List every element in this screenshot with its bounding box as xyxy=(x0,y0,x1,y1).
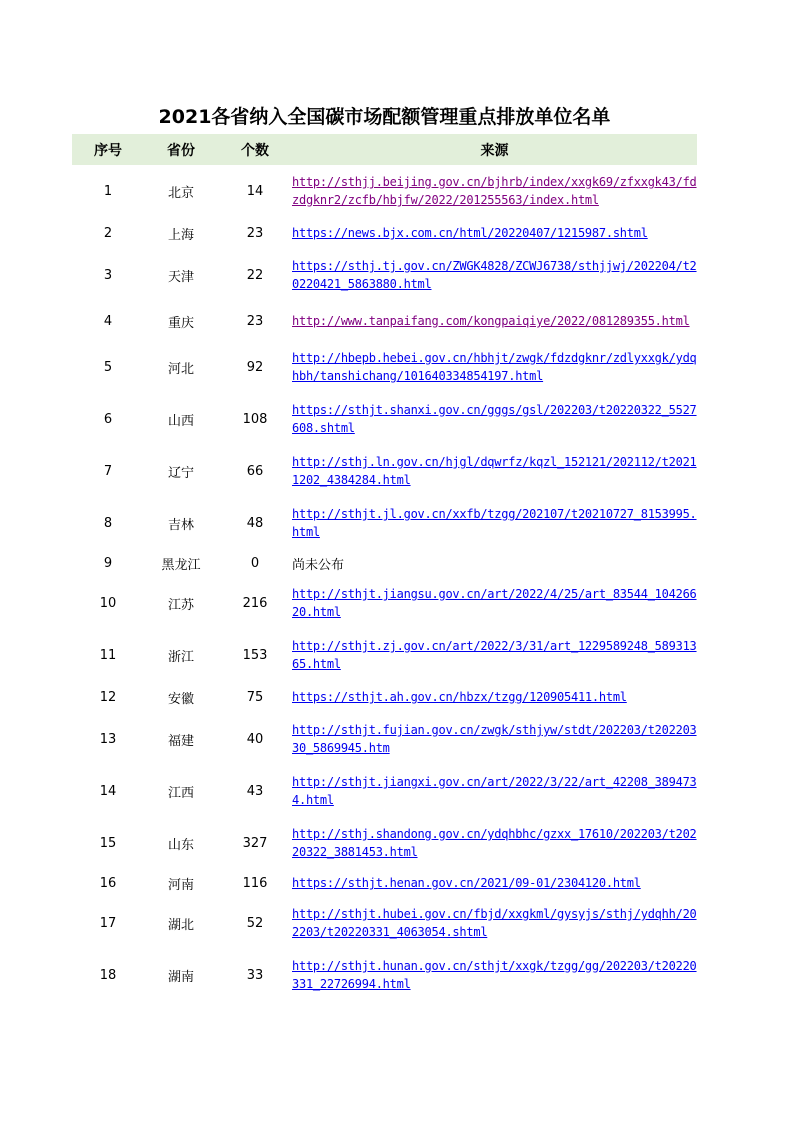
row-source-cell xyxy=(292,165,697,217)
row-index: 18 xyxy=(99,967,117,983)
row-province: 上海 xyxy=(167,227,194,243)
row-province: 浙江 xyxy=(167,649,194,665)
row-province: 福建 xyxy=(167,733,194,749)
row-source-cell xyxy=(292,341,697,393)
row-province: 河南 xyxy=(167,877,194,893)
table-row xyxy=(72,949,697,1001)
row-province: 山西 xyxy=(167,413,194,429)
table-row xyxy=(72,341,697,393)
row-source-cell xyxy=(292,629,697,681)
row-province: 辽宁 xyxy=(167,465,194,481)
row-source-cell xyxy=(292,765,697,817)
page-title: 2021各省纳入全国碳市场配额管理重点排放单位名单 xyxy=(158,106,611,128)
column-header-count: 个数 xyxy=(218,134,292,165)
row-province: 黑龙江 xyxy=(161,557,201,573)
row-count: 40 xyxy=(246,731,264,747)
row-count: 116 xyxy=(242,875,268,891)
row-count: 0 xyxy=(250,555,260,571)
row-index: 8 xyxy=(103,515,113,531)
row-count: 48 xyxy=(246,515,264,531)
emission-units-table xyxy=(72,134,697,1001)
source-link[interactable]: http://sthjj.beijing.gov.cn/bjhrb/index/xxgk69/zfxxgk43/fdzdgknr2/zcfb/hbjfw/2022/201255563/index.html xyxy=(292,175,697,207)
row-index: 16 xyxy=(99,875,117,891)
source-link[interactable]: http://sthjt.jiangxi.gov.cn/art/2022/3/22/art_42208_3894734.html xyxy=(292,775,697,807)
row-source-cell xyxy=(292,817,697,869)
row-province: 江苏 xyxy=(167,597,194,613)
table-row xyxy=(72,897,697,949)
row-count: 14 xyxy=(246,183,264,199)
source-link[interactable]: http://sthjt.hunan.gov.cn/sthjt/xxgk/tzgg/gg/202203/t20220331_22726994.html xyxy=(292,959,697,991)
row-province: 江西 xyxy=(167,785,194,801)
source-link[interactable]: http://sthj.shandong.gov.cn/ydqhbhc/gzxx_17610/202203/t20220322_3881453.html xyxy=(292,827,697,859)
source-link[interactable]: https://sthj.tj.gov.cn/ZWGK4828/ZCWJ6738/sthjjwj/202204/t20220421_5863880.html xyxy=(292,259,697,291)
row-province: 湖北 xyxy=(167,917,194,933)
row-index: 17 xyxy=(99,915,117,931)
source-link[interactable]: http://www.tanpaifang.com/kongpaiqiye/2022/081289355.html xyxy=(292,314,690,328)
row-count: 153 xyxy=(242,647,268,663)
row-index: 12 xyxy=(99,689,117,705)
row-source-cell xyxy=(292,897,697,949)
row-province: 重庆 xyxy=(167,315,194,331)
row-source-cell xyxy=(292,869,697,897)
row-province: 天津 xyxy=(167,269,194,285)
row-index: 1 xyxy=(103,183,113,199)
row-count: 216 xyxy=(242,595,268,611)
row-source-cell xyxy=(292,549,697,577)
row-source-cell xyxy=(292,497,697,549)
table-row xyxy=(72,817,697,869)
row-source-cell xyxy=(292,445,697,497)
row-index: 5 xyxy=(103,359,113,375)
row-source-cell xyxy=(292,713,697,765)
row-province: 河北 xyxy=(167,361,194,377)
row-count: 23 xyxy=(246,313,264,329)
table-row xyxy=(72,301,697,341)
row-source-cell xyxy=(292,217,697,249)
row-source-cell xyxy=(292,301,697,341)
table-row xyxy=(72,393,697,445)
source-link[interactable]: https://sthjt.shanxi.gov.cn/gggs/gsl/202203/t20220322_5527608.shtml xyxy=(292,403,697,435)
column-header-index: 序号 xyxy=(72,134,144,165)
row-count: 75 xyxy=(246,689,264,705)
source-link[interactable]: http://sthjt.fujian.gov.cn/zwgk/sthjyw/stdt/202203/t20220330_5869945.htm xyxy=(292,723,697,755)
table-row xyxy=(72,249,697,301)
table-row xyxy=(72,445,697,497)
table-row xyxy=(72,549,697,577)
source-link[interactable]: http://hbepb.hebei.gov.cn/hbhjt/zwgk/fdzdgknr/zdlyxxgk/ydqhbh/tanshichang/101640334854197.html xyxy=(292,351,697,383)
row-province: 北京 xyxy=(167,185,194,201)
row-index: 10 xyxy=(99,595,117,611)
source-link[interactable]: https://news.bjx.com.cn/html/20220407/1215987.shtml xyxy=(292,226,648,240)
column-header-source: 来源 xyxy=(292,134,697,165)
source-link[interactable]: https://sthjt.ah.gov.cn/hbzx/tzgg/120905411.html xyxy=(292,690,627,704)
source-link[interactable]: http://sthj.ln.gov.cn/hjgl/dqwrfz/kqzl_152121/202112/t20211202_4384284.html xyxy=(292,455,697,487)
table-row xyxy=(72,765,697,817)
row-count: 22 xyxy=(246,267,264,283)
table-row xyxy=(72,681,697,713)
source-link[interactable]: http://sthjt.jiangsu.gov.cn/art/2022/4/25/art_83544_10426620.html xyxy=(292,587,697,619)
table-row xyxy=(72,217,697,249)
source-link[interactable]: http://sthjt.jl.gov.cn/xxfb/tzgg/202107/t20210727_8153995.html xyxy=(292,507,697,539)
row-index: 7 xyxy=(103,463,113,479)
row-index: 3 xyxy=(103,267,113,283)
table-header-row xyxy=(72,134,697,165)
row-index: 15 xyxy=(99,835,117,851)
row-province: 吉林 xyxy=(167,517,194,533)
row-index: 6 xyxy=(103,411,113,427)
table-row xyxy=(72,629,697,681)
table-body xyxy=(72,165,697,1001)
row-count: 23 xyxy=(246,225,264,241)
row-index: 2 xyxy=(103,225,113,241)
row-index: 14 xyxy=(99,783,117,799)
row-count: 33 xyxy=(246,967,264,983)
row-count: 66 xyxy=(246,463,264,479)
row-source-cell xyxy=(292,393,697,445)
row-source-cell xyxy=(292,249,697,301)
source-link[interactable]: https://sthjt.henan.gov.cn/2021/09-01/2304120.html xyxy=(292,876,641,890)
row-count: 92 xyxy=(246,359,264,375)
row-count: 43 xyxy=(246,783,264,799)
source-link[interactable]: http://sthjt.zj.gov.cn/art/2022/3/31/art_1229589248_58931365.html xyxy=(292,639,697,671)
row-index: 13 xyxy=(99,731,117,747)
table-row xyxy=(72,713,697,765)
column-header-province: 省份 xyxy=(144,134,218,165)
row-index: 11 xyxy=(99,647,117,663)
source-text: 尚未公布 xyxy=(292,557,345,573)
table-row xyxy=(72,165,697,217)
row-source-cell xyxy=(292,577,697,629)
source-link[interactable]: http://sthjt.hubei.gov.cn/fbjd/xxgkml/gysyjs/sthj/ydqhh/202203/t20220331_4063054.shtml xyxy=(292,907,697,939)
row-province: 湖南 xyxy=(167,969,194,985)
row-index: 9 xyxy=(103,555,113,571)
row-index: 4 xyxy=(103,313,113,329)
table-row xyxy=(72,497,697,549)
table-row xyxy=(72,869,697,897)
row-source-cell xyxy=(292,949,697,1001)
row-count: 327 xyxy=(242,835,268,851)
row-province: 山东 xyxy=(167,837,194,853)
row-source-cell xyxy=(292,681,697,713)
row-province: 安徽 xyxy=(167,691,194,707)
row-count: 52 xyxy=(246,915,264,931)
table-row xyxy=(72,577,697,629)
row-count: 108 xyxy=(242,411,268,427)
